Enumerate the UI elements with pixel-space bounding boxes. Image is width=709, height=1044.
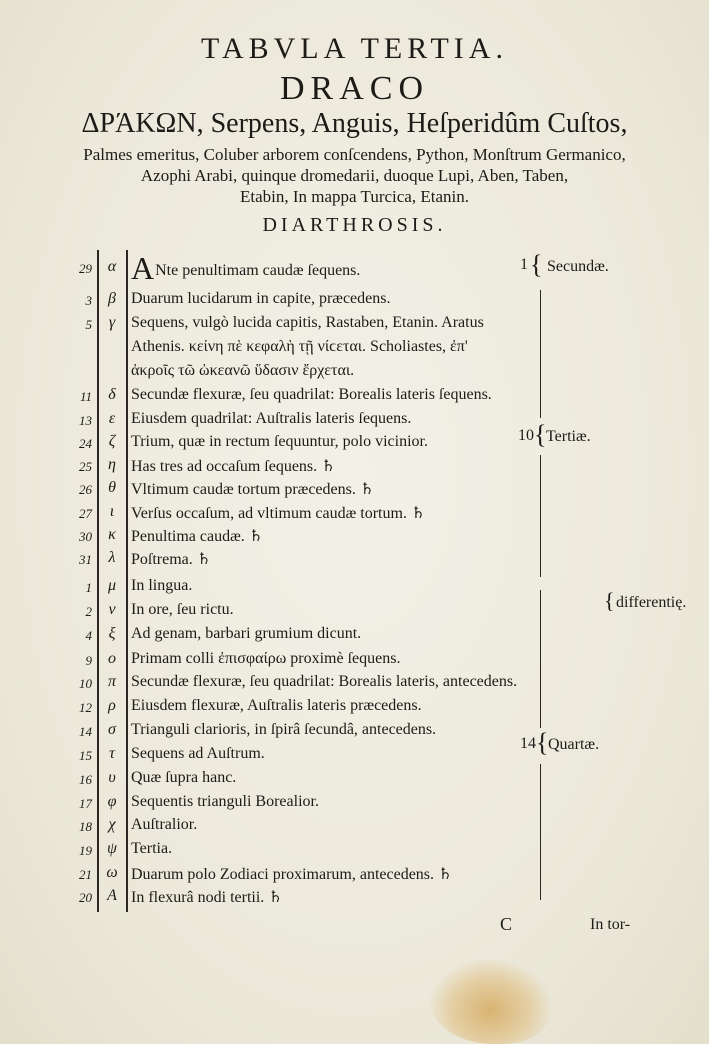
star-description: Secundæ flexuræ, ſeu quadrilat: Borealis lateris, antecedens. (131, 673, 518, 690)
side-brace: { (604, 588, 615, 613)
star-letter: η (108, 456, 116, 473)
star-description: Vltimum caudæ tortum præcedens. ♄ (131, 481, 375, 498)
star-number: 2 (85, 604, 92, 619)
star-number: 12 (79, 700, 92, 715)
constellation-name: DRACO (279, 70, 430, 107)
star-letter: τ (109, 745, 115, 762)
group-brace: { (530, 250, 543, 279)
table-rule-right (126, 250, 128, 912)
star-number: 30 (79, 529, 92, 544)
star-description: Quæ ſupra hanc. (131, 769, 237, 786)
star-description: Secundæ flexuræ, ſeu quadrilat: Borealis lateris ſequens. (131, 386, 492, 403)
star-number: 15 (79, 748, 92, 763)
star-number: 21 (79, 867, 92, 882)
star-letter: ε (108, 410, 116, 427)
star-letter: χ (108, 816, 116, 833)
star-letter: A (107, 887, 117, 904)
table-title: TABVLA TERTIA. (201, 32, 508, 65)
star-number: 14 (79, 724, 92, 739)
star-description-continuation: ἀκροῖς τῶ ὠκεανῶ ὕδασιν ἔρχεται. (131, 362, 355, 379)
star-letter: κ (108, 526, 116, 543)
star-letter: φ (107, 793, 117, 810)
star-letter: γ (108, 314, 116, 331)
star-number: 1 (85, 580, 92, 595)
star-number: 13 (79, 413, 92, 428)
brace-lower (540, 455, 541, 577)
star-number: 3 (85, 293, 92, 308)
drop-cap: A (131, 250, 155, 286)
star-letter: ζ (108, 433, 116, 450)
star-number: 4 (85, 628, 92, 643)
star-letter: υ (108, 769, 116, 786)
star-description: Trianguli clarioris, in ſpirâ ſecundâ, antecedens. (131, 721, 437, 738)
brace-upper (540, 290, 541, 418)
alternate-names (0, 144, 709, 207)
star-letter: ξ (108, 625, 116, 642)
alternate-names-line: Palmes emeritus, Coluber arborem conſcendens, Python, Monſtrum Germanico, (83, 145, 626, 164)
star-number: 25 (79, 459, 92, 474)
star-number: 18 (79, 819, 92, 834)
star-description: Sequens ad Auſtrum. (131, 745, 265, 762)
star-number: 17 (79, 796, 92, 811)
star-description: In ore, ſeu rictu. (131, 601, 234, 618)
group-count: 10 (518, 427, 534, 444)
star-letter: ρ (108, 697, 116, 714)
side-label: differentię. (616, 594, 687, 611)
star-letter: δ (108, 386, 116, 403)
star-letter: ι (109, 503, 115, 520)
star-letter: α (107, 258, 117, 275)
group-label: Secundæ. (547, 258, 609, 275)
star-description-text: Nte penultimam caudæ ſequens. (155, 262, 361, 279)
star-number: 26 (79, 482, 92, 497)
star-description: Eiusdem flexuræ, Auſtralis lateris præcedens. (131, 697, 422, 714)
star-number: 19 (79, 843, 92, 858)
greek-name-line: ΔΡΆΚΩΝ, Serpens, Anguis, Heſperidûm Cuſtos, (81, 108, 628, 139)
catchword: In tor- (590, 916, 631, 933)
group-label: Tertiæ. (546, 428, 591, 445)
star-number: 31 (79, 552, 92, 567)
group-label: Quartæ. (548, 736, 600, 753)
star-description: Duarum lucidarum in capite, præcedens. (131, 290, 391, 307)
star-description: Ad genam, barbari grumium dicunt. (131, 625, 362, 642)
group-count: 14 (520, 735, 536, 752)
star-letter: λ (108, 549, 116, 566)
star-number: 20 (79, 890, 92, 905)
star-number: 11 (79, 389, 92, 404)
table-rule-left (97, 250, 99, 912)
star-description: Verſus occaſum, ad vltimum caudæ tortum. ♄ (131, 505, 426, 522)
star-description (131, 250, 361, 286)
star-letter: ω (106, 864, 118, 881)
star-description: Has tres ad occaſum ſequens. ♄ (131, 458, 336, 475)
star-letter: ν (108, 601, 116, 618)
star-letter: μ (107, 577, 117, 594)
star-description: In flexurâ nodi tertii. ♄ (131, 889, 283, 906)
star-letter: ψ (107, 840, 117, 857)
star-number: 16 (79, 772, 92, 787)
brace-lower (540, 764, 541, 900)
section-title: DIARTHROSIS. (262, 214, 447, 236)
water-stain (430, 960, 550, 1044)
star-letter: θ (108, 479, 116, 496)
star-number: 24 (79, 436, 92, 451)
star-description: Poſtrema. ♄ (131, 551, 212, 568)
star-description: Duarum polo Zodiaci proximarum, antecedens. ♄ (131, 866, 453, 883)
star-description: Eiusdem quadrilat: Auſtralis lateris ſequens. (131, 410, 412, 427)
group-brace: { (536, 728, 549, 757)
star-description: Sequens, vulgò lucida capitis, Rastaben, Etanin. Aratus (131, 314, 484, 331)
group-count: 1 (520, 256, 528, 273)
group-brace: { (534, 420, 547, 449)
star-letter: β (108, 290, 116, 307)
star-description: Penultima caudæ. ♄ (131, 528, 264, 545)
brace-upper (540, 590, 541, 728)
star-number: 29 (79, 261, 92, 276)
star-description-continuation: Athenis. κείνη πὲ κεφαλὴ τῇ νίϲεται. Scholiastes, ἐπ' (131, 338, 468, 355)
star-letter: π (107, 673, 116, 690)
star-description: Sequentis trianguli Borealior. (131, 793, 319, 810)
star-number: 9 (85, 653, 92, 668)
alternate-names-line: Etabin, In mappa Turcica, Etanin. (240, 187, 469, 206)
star-number: 27 (79, 506, 92, 521)
star-number: 10 (79, 676, 92, 691)
star-description: Primam colli ἐπισφαίρω proximè ſequens. (131, 650, 401, 667)
star-description: In lingua. (131, 577, 193, 594)
star-letter: σ (108, 721, 116, 738)
star-letter: ο (108, 650, 116, 667)
alternate-names-line: Azophi Arabi, quinque dromedarii, duoque Lupi, Aben, Taben, (140, 166, 569, 185)
star-description: Auſtralior. (131, 816, 198, 833)
star-description: Tertia. (131, 840, 173, 857)
signature-mark: C (500, 914, 513, 934)
star-number: 5 (85, 317, 92, 332)
star-description: Trium, quæ in rectum ſequuntur, polo vicinior. (131, 433, 428, 450)
